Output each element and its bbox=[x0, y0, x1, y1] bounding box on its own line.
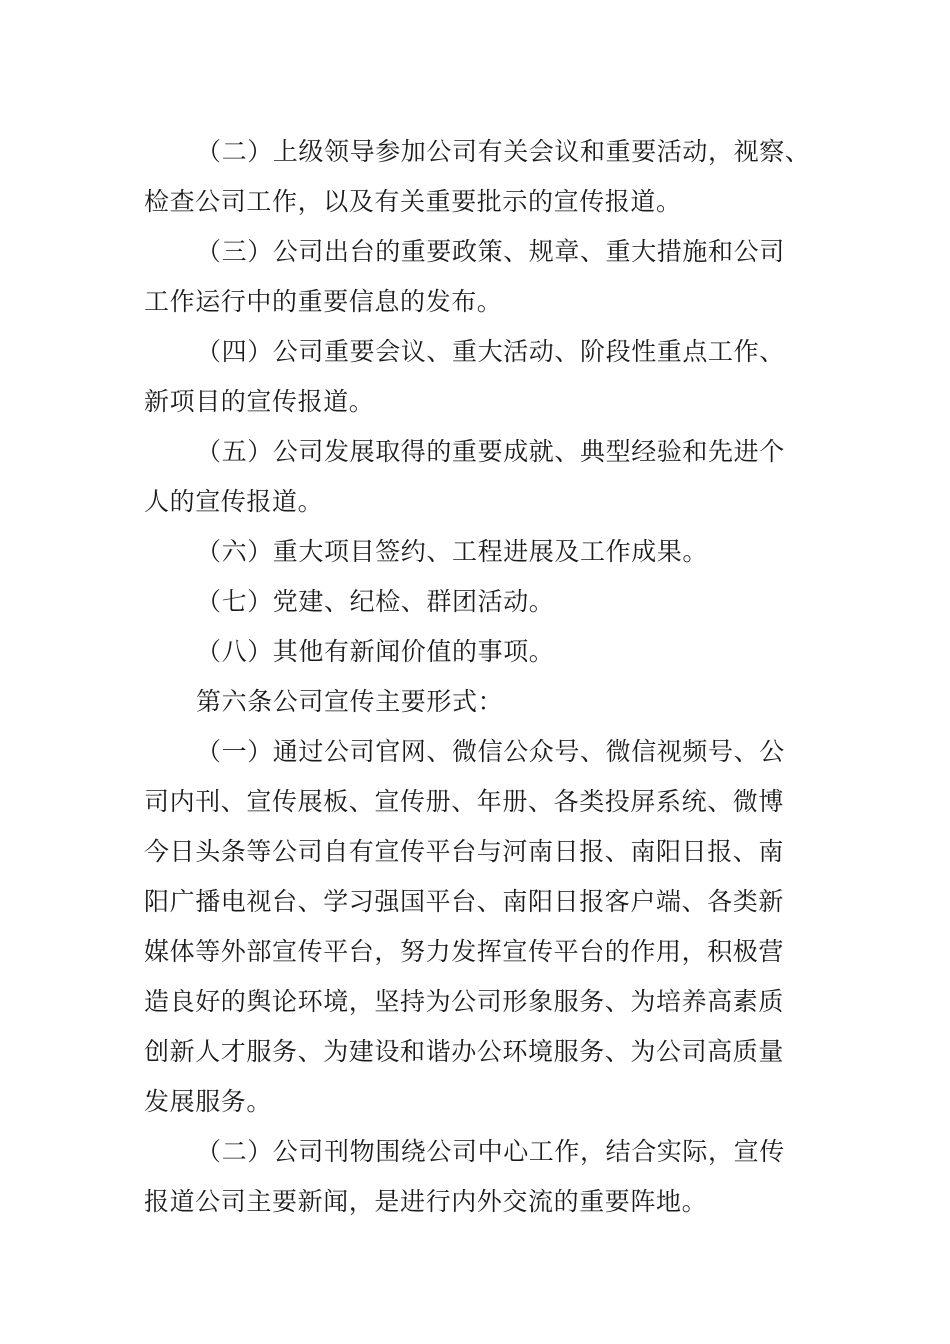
text-line: （二）公司刊物围绕公司中心工作，结合实际，宣传 bbox=[196, 1137, 785, 1166]
text-line: （八）其他有新闻价值的事项。 bbox=[196, 637, 555, 666]
paragraph-item-2 bbox=[144, 127, 811, 227]
text-line: （二）上级领导参加公司有关会议和重要活动，视察、 bbox=[196, 137, 811, 166]
paragraph-item-8 bbox=[144, 627, 808, 677]
text-line: （七）党建、纪检、群团活动。 bbox=[196, 587, 555, 616]
text-line: 创新人才服务、为建设和谐办公环境服务、为公司高质量 bbox=[144, 1037, 785, 1066]
text-line: （四）公司重要会议、重大活动、阶段性重点工作、 bbox=[196, 337, 785, 366]
text-line: 媒体等外部宣传平台，努力发挥宣传平台的作用，积极营 bbox=[144, 937, 785, 966]
article-6-heading bbox=[144, 677, 808, 727]
text-line: （一）通过公司官网、微信公众号、微信视频号、公 bbox=[196, 737, 785, 766]
text-line: 造良好的舆论环境，坚持为公司形象服务、为培养高素质 bbox=[144, 987, 785, 1016]
text-line: 检查公司工作，以及有关重要批示的宣传报道。 bbox=[144, 187, 682, 216]
text-line: （五）公司发展取得的重要成就、典型经验和先进个 bbox=[196, 437, 785, 466]
paragraph-item-3 bbox=[144, 227, 808, 327]
text-line: 工作运行中的重要信息的发布。 bbox=[144, 287, 503, 316]
form-item-1 bbox=[144, 727, 808, 1127]
document-body bbox=[144, 127, 811, 1227]
text-line: 司内刊、宣传展板、宣传册、年册、各类投屏系统、微博 bbox=[144, 787, 785, 816]
text-line: 报道公司主要新闻，是进行内外交流的重要阵地。 bbox=[144, 1187, 708, 1216]
text-line: （三）公司出台的重要政策、规章、重大措施和公司 bbox=[196, 237, 785, 266]
text-line: （六）重大项目签约、工程进展及工作成果。 bbox=[196, 537, 709, 566]
paragraph-item-4 bbox=[144, 327, 808, 427]
text-line: 第六条公司宣传主要形式： bbox=[196, 687, 504, 716]
text-line: 新项目的宣传报道。 bbox=[144, 387, 375, 416]
paragraph-item-6 bbox=[144, 527, 808, 577]
text-line: 人的宣传报道。 bbox=[144, 487, 324, 516]
text-line: 今日头条等公司自有宣传平台与河南日报、南阳日报、南 bbox=[144, 837, 785, 866]
text-line: 发展服务。 bbox=[144, 1087, 273, 1116]
paragraph-item-7 bbox=[144, 577, 808, 627]
text-line: 阳广播电视台、学习强国平台、南阳日报客户端、各类新 bbox=[144, 887, 785, 916]
paragraph-item-5 bbox=[144, 427, 808, 527]
form-item-2 bbox=[144, 1127, 808, 1227]
